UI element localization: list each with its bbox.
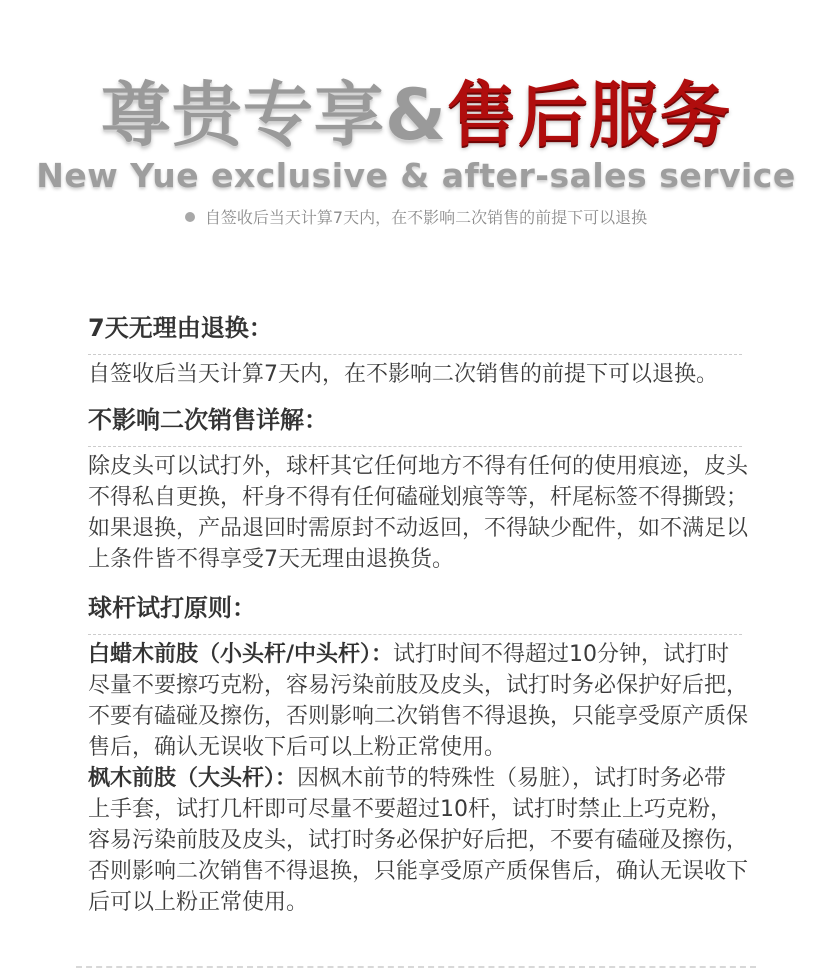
page-title [0, 70, 832, 160]
section-title: 7天无理由退换： [88, 314, 273, 342]
divider [88, 354, 742, 355]
rule-label: 白蜡木前肢（小头杆/中头杆）： [88, 642, 394, 667]
bullet-dot-icon [185, 212, 195, 222]
divider [88, 634, 742, 635]
section-return-policy [88, 308, 744, 400]
section-title: 不影响二次销售详解： [88, 406, 328, 434]
policy-content [88, 308, 749, 918]
section-trial-rules [88, 588, 749, 918]
divider [88, 446, 742, 447]
rule-ash-shaft [88, 639, 748, 763]
subtitle [0, 205, 832, 231]
title-exclusive: 尊贵专享& [100, 74, 448, 156]
section-resale-details [88, 400, 749, 588]
section-body: 除皮头可以试打外，球杆其它任何地方不得有任何的使用痕迹，皮头不得私自更换，杆身不得有任何磕碰划痕等等，杆尾标签不得撕毁；如果退换，产品退回时需原封不动返回，不得缺少配件，如不满足以上条件皆不得享受7天无理由退换货。 [88, 454, 749, 572]
rule-label: 枫木前肢（大头杆）： [88, 766, 298, 791]
rule-maple-shaft [88, 763, 748, 918]
section-title: 球杆试打原则： [88, 594, 256, 622]
rule-text: 因枫木前节的特殊性（易脏），试打时务必带上手套，试打几杆即可尽量不要超过10杆，试打时禁止上巧克粉，容易污染前肢及皮头，试打时务必保护好后把，不要有磕碰及擦伤，否则影响二次销售不得退换，只能享受原产质保售后，确认无误收下后可以上粉正常使用。 [88, 766, 749, 915]
rule-text: 试打时间不得超过10分钟，试打时尽量不要擦巧克粉，容易污染前肢及皮头，试打时务必保护好后把，不要有磕碰及擦伤，否则影响二次销售不得退换，只能享受原产质保售后，确认无误收下后可以上粉正常使用。 [88, 642, 749, 760]
section-body: 自签收后当天计算7天内，在不影响二次销售的前提下可以退换。 [88, 362, 718, 387]
subtitle-text: 自签收后当天计算7天内，在不影响二次销售的前提下可以退换 [204, 208, 648, 227]
bottom-divider [76, 966, 756, 968]
english-title: New Yue exclusive & after-sales service [36, 156, 796, 195]
title-after-sales: 售后服务 [447, 74, 732, 156]
